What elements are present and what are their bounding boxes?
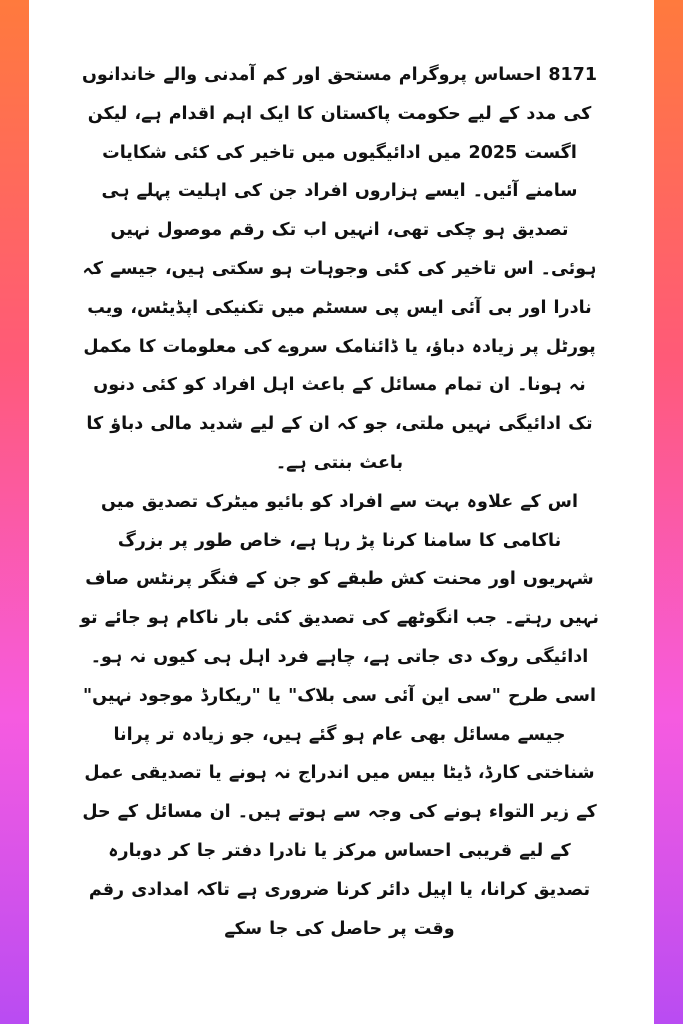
right-gradient-border: [654, 0, 683, 1024]
paragraph-payment-delays: 8171 احساس پروگرام مستحق اور کم آمدنی والے خاندانوں کی مدد کے لیے حکومت پاکستان کا ایک اہم اقدام ہے، لیکن اگست 2025 میں ادائیگیوں میں تاخیر کی کئی شکایات سامنے آئیں۔ ایسے ہزاروں افراد جن کی اہلیت پہلے ہی تصدیق ہو چکی تھی، انہیں اب تک رقم موصول نہیں ہوئی۔ اس تاخیر کی کئی وجوہات ہو سکتی ہیں، جیسے کہ نادرا اور بی آئی ایس پی سسٹم میں تکنیکی اپڈیٹس، ویب پورٹل پر زیادہ دباؤ، یا ڈائنامک سروے کی معلومات کا مکمل نہ ہونا۔ ان تمام مسائل کے باعث اہل افراد کو کئی دنوں تک ادائیگی نہیں ملتی، جو کہ ان کے لیے شدید مالی دباؤ کا باعث بنتی ہے۔: [81, 65, 598, 473]
article-body: [29, 0, 654, 1024]
left-gradient-border: [0, 0, 29, 1024]
paragraph-biometric-issues: اس کے علاوہ بہت سے افراد کو بائیو میٹرک تصدیق میں ناکامی کا سامنا کرنا پڑ رہا ہے، خاص طور پر بزرگ شہریوں اور محنت کش طبقے کو جن کے فنگر پرنٹس صاف نہیں رہتے۔ جب انگوٹھے کی تصدیق کئی بار ناکام ہو جائے تو ادائیگی روک دی جاتی ہے، چاہے فرد اہل ہی کیوں نہ ہو۔ اسی طرح "سی این آئی سی بلاک" یا "ریکارڈ موجود نہیں" جیسے مسائل بھی عام ہو گئے ہیں، جو زیادہ تر پرانا شناختی کارڈ، ڈیٹا بیس میں اندراج نہ ہونے یا تصدیقی عمل کے زیر التواء ہونے کی وجہ سے ہوتے ہیں۔ ان مسائل کے حل کے لیے قریبی احساس مرکز یا نادرا دفتر جا کر دوبارہ تصدیق کرانا، یا اپیل دائر کرنا ضروری ہے تاکہ امدادی رقم وقت پر حاصل کی جا سکے: [80, 491, 599, 939]
